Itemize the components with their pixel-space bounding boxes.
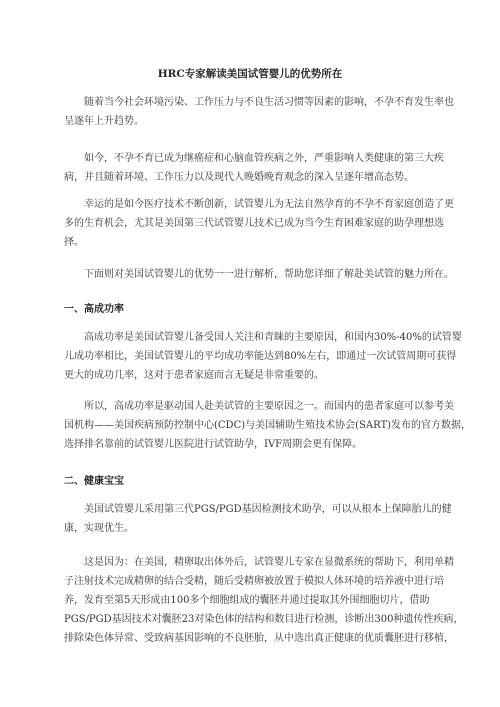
text-line: 美国试管婴儿采用第三代PGS/PGD基因检测技术助孕，可以从根本上保障胎儿的健 [84,504,452,515]
section-heading-healthy-baby: 二、健康宝宝 [64,476,124,487]
text-line: 幸运的是如今医疗技术不断创新，试管婴儿为无法自然孕育的不孕不育家庭创造了更 [84,199,454,210]
text-line: 子注射技术完成精卵的结合受精，随后受精卵被放置于模拟人体环境的培养液中进行培 [64,576,444,587]
text-line: 这是因为：在美国，精卵取出体外后，试管婴儿专家在显微系统的帮助下，利用单精 [84,557,454,568]
text-line: 所以，高成功率是驱动国人赴美试管的主要原因之一。而国内的患者家庭可以参考美 [84,401,454,412]
text-line: 康，实现优生。 [64,523,134,534]
paragraph-technology [64,195,454,252]
text-line: 如今，不孕不育已成为继癌症和心脑血管疾病之外，严重影响人类健康的第三大疾 [84,153,444,164]
section-heading-success-rate: 一、高成功率 [64,304,124,315]
paragraph-procedure [64,553,464,648]
paragraph-analysis [64,265,454,284]
page-title: HRC专家解读美国试管婴儿的优势所在 [157,68,343,80]
paragraph-genetic-testing [64,500,452,538]
text-line: 病，并且随着环境、工作压力以及现代人晚婚晚育观念的深入呈逐年增高态势。 [64,172,414,183]
paragraph-official-data [64,397,472,454]
text-line: 多的生育机会，尤其是美国第三代试管婴儿技术已成为当今生育困难家庭的助孕理想选 [64,218,444,229]
text-line: 择。 [64,237,84,248]
text-line: 呈逐年上升趋势。 [64,116,144,127]
text-line: 养，发育至第5天形成由100多个细胞组成的囊胚并通过提取其外围细胞切片，借助 [64,595,430,606]
paragraph-success-rate [64,328,462,385]
text-line: 排除染色体异常、受致病基因影响的不良胚胎，从中选出真正健康的优质囊胚进行移植， [64,633,454,644]
text-line: 国机构——美国疾病预防控制中心(CDC)与美国辅助生殖技术协会(SART)发布的官方数据， [64,420,472,431]
text-line: 高成功率是美国试管婴儿备受国人关注和青睐的主要原因，和国内30%-40%的试管婴 [84,332,462,343]
text-line: 儿成功率相比，美国试管婴儿的平均成功率能达到80%左右，即通过一次试管周期可获得 [64,351,457,362]
text-line: 更大的成功几率，这对于患者家庭而言无疑是非常重要的。 [64,370,324,381]
paragraph-infertility [64,149,444,187]
text-line: PGS/PGD基因技术对囊胚23对染色体的结构和数目进行检测，诊断出300种遗传性疾病， [64,614,464,625]
text-line: 选择排名靠前的试管婴儿医院进行试管助孕，IVF周期会更有保障。 [64,439,363,450]
text-line: 随着当今社会环境污染、工作压力与不良生活习惯等因素的影响，不孕不育发生率也 [84,97,454,108]
paragraph-intro [64,93,454,131]
text-line: 下面则对美国试管婴儿的优势一一进行解析，帮助您详细了解赴美试管的魅力所在。 [84,269,454,280]
